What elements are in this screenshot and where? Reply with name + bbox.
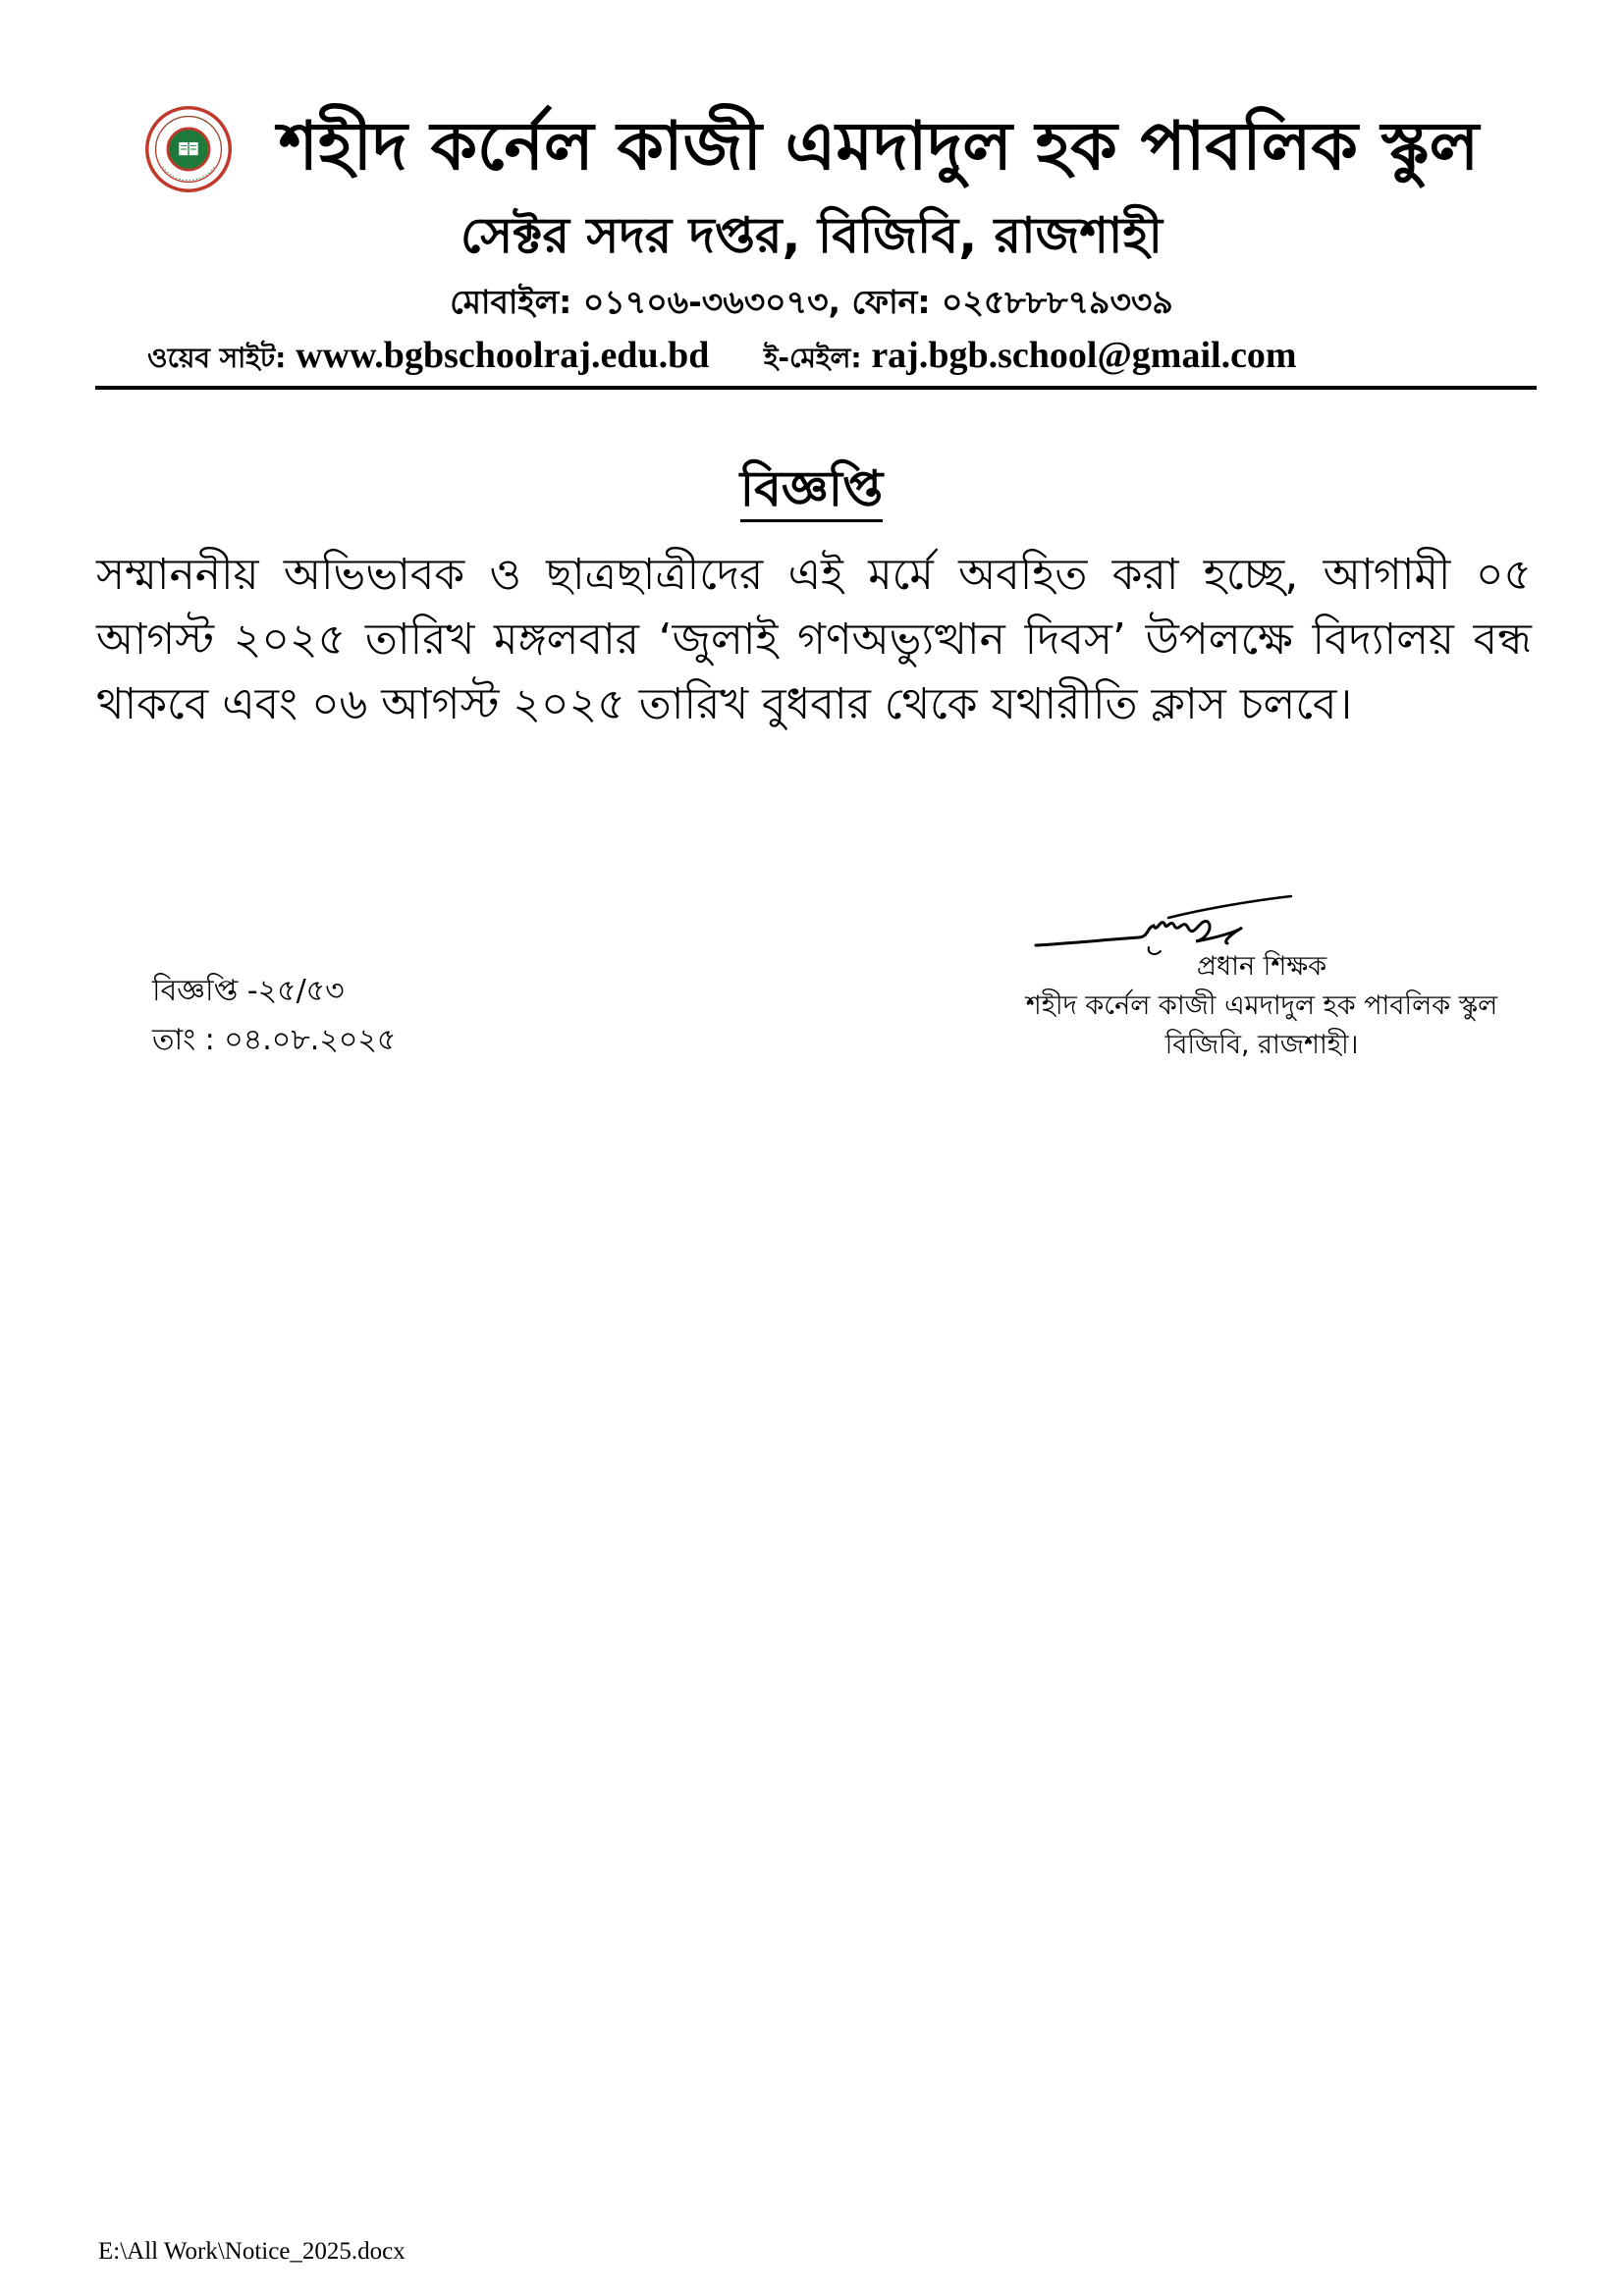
reference-number: বিজ্ঞপ্তি -২৫/৫৩ — [152, 974, 345, 1008]
signatory-designation: প্রধান শিক্ষক — [1196, 951, 1327, 982]
website-link[interactable]: www.bgbschoolraj.edu.bd — [296, 335, 710, 376]
signatory-block — [884, 947, 1623, 1065]
school-name: শহীদ কর্নেল কাজী এমদাদুল হক পাবলিক স্কুল — [278, 108, 1480, 186]
signatory-institution: শহীদ কর্নেল কাজী এমদাদুল হক পাবলিক স্কুল — [1025, 990, 1498, 1021]
reference-block — [152, 967, 396, 1065]
header-divider — [95, 386, 1537, 390]
notice-title — [0, 454, 1623, 523]
contact-line: মোবাইল: ০১৭০৬-৩৬৩০৭৩, ফোন: ০২৫৮৮৮৭৯৩৩৯ — [450, 283, 1173, 321]
signatory-location: বিজিবি, রাজশাহী। — [1164, 1030, 1359, 1060]
website-email-line — [147, 329, 1492, 385]
file-path-footer: E:\All Work\Notice_2025.docx — [98, 2238, 406, 2265]
notice-date: তাং : ০৪.০৮.২০২৫ — [152, 1023, 397, 1057]
notice-body: সম্মাননীয় অভিভাবক ও ছাত্রছাত্রীদের এই মর্মে অবহিত করা হচ্ছে, আগামী ০৫ আগস্ট ২০২৫ তারিখ মঙ্গলবার ‘জুলাই গণঅভ্যুত্থান দিবস’ উপলক্ষে বিদ্যালয় বন্ধ থাকবে এবং ০৬ আগস্ট ২০২৫ তারিখ বুধবার থেকে যথারীতি ক্লাস চলবে। — [96, 550, 1532, 729]
school-crest-icon — [145, 106, 232, 192]
email-link[interactable]: raj.bgb.school@gmail.com — [871, 335, 1297, 376]
notice-title-text: বিজ্ঞপ্তি — [740, 460, 883, 522]
sector-address: সেক্টর সদর দপ্তর, বিজিবি, রাজশাহী — [460, 207, 1163, 264]
email-label: ই-মেইল: — [763, 342, 862, 374]
website-label: ওয়েব সাইট: — [147, 342, 287, 374]
